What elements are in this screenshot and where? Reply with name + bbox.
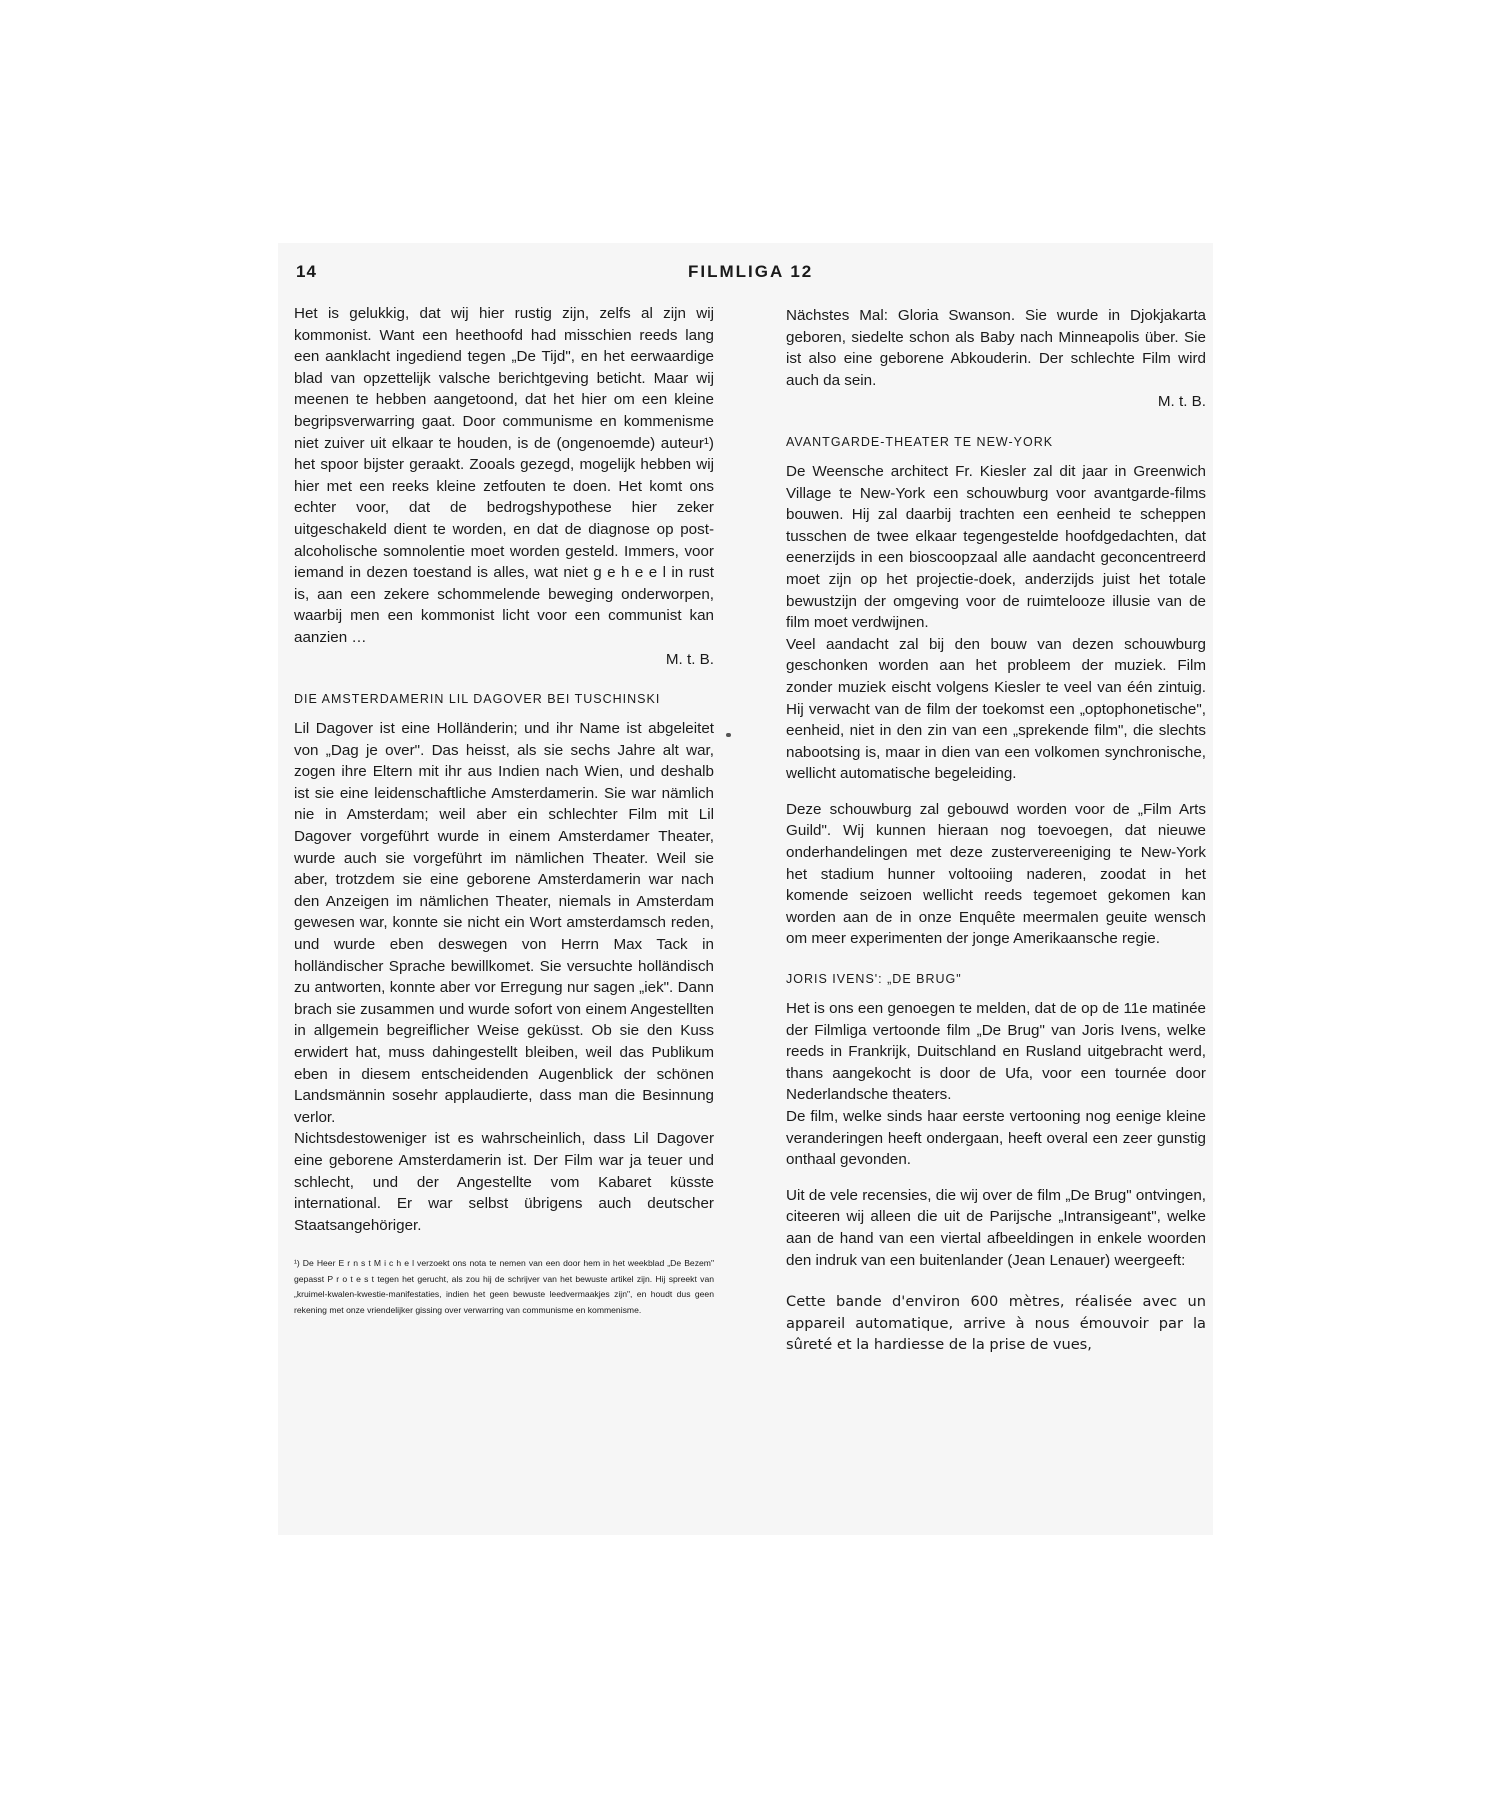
dagover-paragraph-1: Lil Dagover ist eine Holländerin; und ihr Name ist abgeleitet von „Dag je over". Das heisst, als sie sechs Jahre alt war, zogen ihre Eltern mit ihr aus Indien nach Wien, und deshalb ist sie eine leidenschaftliche Amsterdamerin. Sie war nämlich nie in Amsterdam; weil aber ein schlechter Film mit Lil Dagover vorgeführt wurde in einem Amsterdamer Theater, wurde auch sie vorgeführt im nämlichen Theater. Weil sie aber, trotzdem sie eine geborene Amsterdamerin war nach den Anzeigen im nämlichen Theater, niemals in Amsterdam gewesen war, konnte sie nicht ein Wort amsterdamsch reden, und wurde eben deswegen von Herrn Max Tack in holländischer Sprache bewillkomet. Sie versuchte holländisch zu antworten, konnte aber vor Erregung nur sagen „iek". Dann brach sie zusammen und wurde sofort von einem Angestellten in allgemein begreiflicher Weise geküsst. Ob sie den Kuss erwidert hat, muss dahingestellt bleiben, weil das Publikum eben in diesem entscheidenden Augenblick der schönen Landsmännin sosehr applaudierte, dass man die Besinnung verlor. (294, 720, 714, 1126)
section-heading-dagover: DIE AMSTERDAMERIN LIL DAGOVER BEI TUSCHINSKI (294, 692, 661, 707)
right-column (786, 305, 1206, 1356)
swanson-signature: M. t. B. (1157, 393, 1206, 411)
dagover-paragraph-2: Nichtsdestoweniger ist es wahrscheinlich, dass Lil Dagover eine geborene Amsterdamerin ist. Der Film war ja teuer und schlecht, und der Angestellte vom Kabaret küsste international. Er war selbst übrigens auch deutscher Staatsangehöriger. (294, 1130, 714, 1234)
avantgarde-paragraph-3: Deze schouwburg zal gebouwd worden voor de „Film Arts Guild". Wij kunnen hieraan nog toevoegen, dat nieuwe onderhandelingen met deze zustervereeniging te New-York het stadium hunner voltooiing naderen, zoodat in het komende seizoen wellicht reeds tegemoet gekomen kan worden aan de in onze Enquête meermalen geuite wensch om meer experimenten der jonge Amerikaansche regie. (786, 800, 1206, 948)
intro-signature: M. t. B. (665, 650, 714, 668)
section-heading-brug: JORIS IVENS': „DE BRUG" (786, 972, 962, 987)
swanson-paragraph: Nächstes Mal: Gloria Swanson. Sie wurde in Djokjakarta geboren, siedelte schon als Baby nach Minneapolis über. Sie ist also eine geborene Abkouderin. Der schlechte Film wird auch da sein. (786, 307, 1206, 389)
page-number: 14 (296, 262, 317, 281)
avantgarde-paragraph-2: Veel aandacht zal bij den bouw van dezen schouwburg geschonken worden aan het probleem der muziek. Film zonder muziek eischt volgens Kiesler te veel van één zintuig. Hij verwacht van de film der toekomst een „optophonetische", eenheid, niet in den zin van een „sprekende film", die slechts nabootsing is, maar in dien van een volkomen synchronische, wellicht automatische begeleiding. (786, 635, 1206, 783)
running-title: FILMLIGA 12 (688, 262, 814, 281)
print-speck (726, 733, 731, 737)
avantgarde-paragraph-1: De Weensche architect Fr. Kiesler zal dit jaar in Greenwich Village te New-York een schouwburg voor avantgarde-films bouwen. Hij zal daarbij trachten een eenheid te scheppen tusschen de twee elkaar tegengestelde hoofdgedachten, dat eenerzijds in een bioscoopzaal alle aandacht geconcentreerd moet zijn op het projectie-doek, anderzijds juist het totale bewustzijn der omgeving voor de ruimtelooze illusie van de film moet verdwijnen. (786, 462, 1206, 632)
intro-paragraph: Het is gelukkig, dat wij hier rustig zijn, zelfs al zijn wij kommonist. Want een heethoofd had misschien reeds lang een aanklacht ingediend tegen „De Tijd", en het eerwaardige blad van opzettelijk valsche berichtgeving beticht. Maar wij meenen te hebben aangetoond, dat het hier om een kleine begripsverwarring gaat. Door communisme en kommenisme niet zuiver uit elkaar te houden, is de (ongenoemde) auteur¹) het spoor bijster geraakt. Zooals gezegd, mogelijk hebben wij hier met een reeks kleine zetfouten te doen. Het komt ons echter voor, dat de bedrogshypothese hier zeker uitgeschakeld dient te worden, en dat de diagnose op post-alcoholische somnolentie moet worden gesteld. Immers, voor iemand in dezen toestand is alles, wat niet g e h e e l in rust is, aan een zekere schommelende beweging onderworpen, waarbij men een kommonist licht voor een communist kan aanzien … (294, 305, 714, 646)
left-column (294, 303, 714, 1318)
brug-paragraph-2: De film, welke sinds haar eerste vertooning nog eenige kleine veranderingen heeft ondergaan, heeft overal een zeer gunstig onthaal gevonden. (786, 1108, 1206, 1169)
section-heading-avantgarde: AVANTGARDE-THEATER TE NEW-YORK (786, 434, 1054, 449)
footnote: ¹) De Heer E r n s t M i c h e l verzoekt ons nota te nemen van een door hem in het weekblad „De Bezem" gepasst P r o t e s t tegen het gerucht, als zou hij de schrijver van het bewuste artikel zijn. Hij spreekt van „kruimel-kwalen-kwestie-manifestaties, indien het geen bewuste leedvermaakjes zijn", en houdt dus geen rekening met onze vriendelijker gissing over verwarring van communisme en kommenisme. (294, 1258, 714, 1315)
french-quote: Cette bande d'environ 600 mètres, réalisée avec un appareil automatique, arrive à nous émouvoir par la sûreté et la hardiesse de la prise de vues, (786, 1293, 1206, 1354)
brug-paragraph-1: Het is ons een genoegen te melden, dat de op de 11e matinée der Filmliga vertoonde film „De Brug" van Joris Ivens, welke reeds in Frankrijk, Duitschland en Rusland uitgebracht werd, thans aangekocht is door de Ufa, voor een tournée door Nederlandsche theaters. (786, 1000, 1206, 1104)
brug-paragraph-3: Uit de vele recensies, die wij over de film „De Brug" ontvingen, citeeren wij alleen die uit de Parijsche „Intransigeant", welke aan de hand van een viertal afbeeldingen in enkele woorden den indruk van een buitenlander (Jean Lenauer) weergeeft: (786, 1186, 1206, 1269)
